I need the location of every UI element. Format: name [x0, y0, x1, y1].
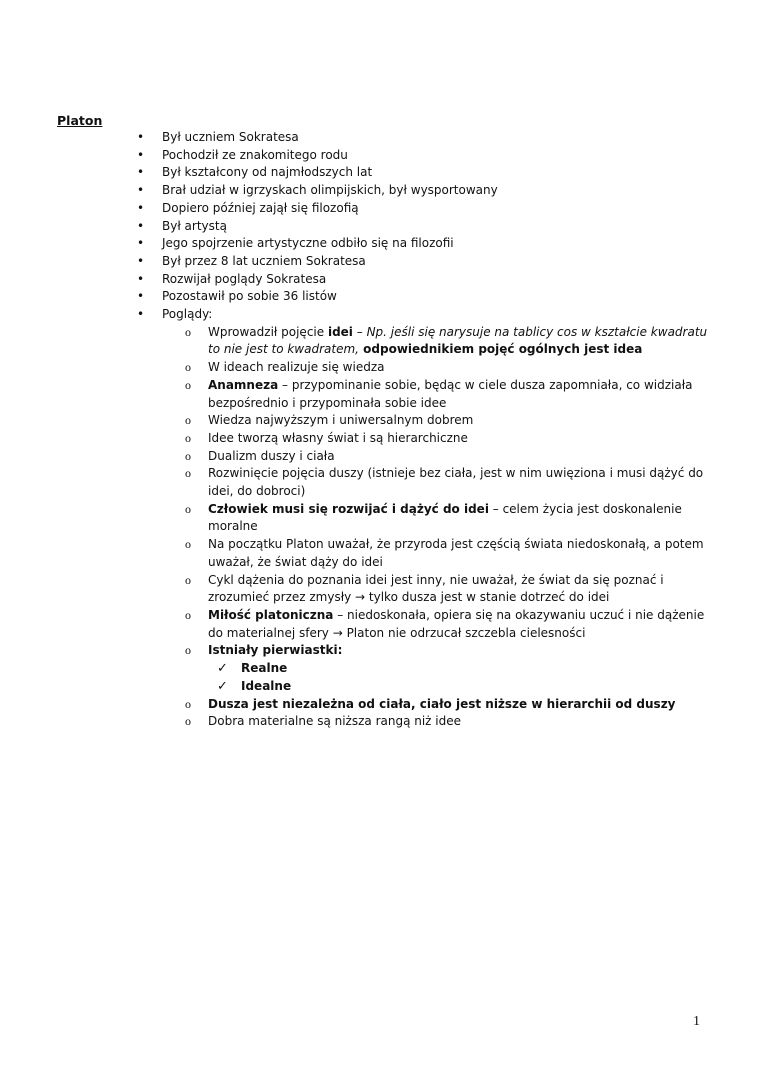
circle-bullet-icon: o — [185, 696, 191, 711]
bullet-icon: • — [137, 183, 145, 198]
view-item: o Wiedza najwyższym i uniwersalnym dobrem — [0, 412, 708, 430]
bullet-icon: • — [137, 200, 145, 215]
list-item: • Pochodził ze znakomitego rodu — [0, 147, 760, 165]
circle-bullet-icon: o — [185, 501, 191, 516]
view-item: o Rozwinięcie pojęcia duszy (istnieje bez ciała, jest w nim uwięziona i musi dążyć do idei, do dobroci) — [185, 466, 704, 499]
list-item: • Był kształcony od najmłodszych lat — [0, 164, 760, 182]
list-item: • Był przez 8 lat uczniem Sokratesa — [0, 253, 760, 271]
check-item: ✓ Realne — [217, 661, 288, 677]
bullet-icon: • — [137, 271, 145, 286]
view-item: o Cykl dążenia do poznania idei jest inny, nie uważał, że świat da się poznać i zrozumieć przez zmysły → tylko dusza jest w stanie dotrzeć do idei — [185, 572, 664, 605]
view-item: o Anamneza – przypominanie sobie, będąc w ciele dusza zapomniała, co widziała bezpośrednio i przypominała sobie idee — [185, 377, 693, 410]
bullet-icon: • — [137, 236, 145, 251]
list-item: • Poglądy: — [0, 306, 760, 324]
view-item: o Idee tworzą własny świat i są hierarchiczne — [0, 430, 708, 448]
checkmark-icon: ✓ — [217, 661, 228, 677]
page-number: 1 — [693, 1014, 700, 1029]
check-item: ✓ Idealne — [217, 678, 292, 694]
list-item: • Był artystą — [0, 218, 760, 236]
checkmark-icon: ✓ — [217, 678, 228, 694]
bullet-icon: • — [137, 165, 145, 180]
bullet-list — [0, 129, 760, 731]
bullet-icon: • — [137, 253, 145, 268]
circle-bullet-icon: o — [185, 714, 191, 729]
circle-bullet-icon: o — [185, 430, 191, 445]
circle-bullet-icon: o — [185, 466, 191, 481]
list-item: • Jego spojrzenie artystyczne odbiło się na filozofii — [0, 235, 760, 253]
circle-bullet-icon: o — [185, 324, 191, 339]
list-item: • Brał udział w igrzyskach olimpijskich, był wysportowany — [0, 182, 760, 200]
view-item: o Istniały pierwiastki: — [0, 642, 708, 660]
circle-bullet-icon: o — [185, 643, 191, 658]
view-item: o Miłość platoniczna – niedoskonała, opiera się na okazywaniu uczuć i nie dążenie do materialnej sfery → Platon nie odrzucał szczebla cielesności — [185, 607, 705, 640]
view-item: o Na początku Platon uważał, że przyroda jest częścią świata niedoskonałą, a potem uważał, że świat dąży do idei — [185, 537, 704, 569]
circle-bullet-icon: o — [185, 572, 191, 587]
list-item: • Pozostawił po sobie 36 listów — [0, 288, 760, 306]
bullet-icon: • — [137, 218, 145, 233]
circle-bullet-icon: o — [185, 448, 191, 463]
page-title: Platon — [57, 113, 103, 128]
circle-bullet-icon: o — [185, 377, 191, 392]
bullet-icon: • — [137, 307, 145, 322]
circle-bullet-icon: o — [185, 607, 191, 622]
circle-bullet-icon: o — [185, 413, 191, 428]
bullet-icon: • — [137, 289, 145, 304]
list-item: • Dopiero później zajął się filozofią — [0, 200, 760, 218]
view-item: o W ideach realizuje się wiedza — [0, 359, 708, 377]
view-item: o Dualizm duszy i ciała — [0, 448, 708, 466]
bullet-icon: • — [137, 130, 145, 144]
view-item: o Dusza jest niezależna od ciała, ciało jest niższe w hierarchii od duszy — [0, 696, 708, 714]
list-item: • Był uczniem Sokratesa — [0, 129, 760, 147]
view-item: o Wprowadził pojęcie idei – Np. jeśli się narysuje na tablicy cos w kształcie kwadratu to nie jest to kwadratem, odpowiednikiem pojęć ogólnych jest idea — [185, 324, 708, 357]
circle-bullet-icon: o — [185, 537, 191, 552]
circle-bullet-icon: o — [185, 360, 191, 375]
list-item: • Rozwijał poglądy Sokratesa — [0, 271, 760, 289]
view-item: o Człowiek musi się rozwijać i dążyć do idei – celem życia jest doskonalenie moralne — [185, 501, 682, 534]
bullet-icon: • — [137, 147, 145, 162]
view-item: o Dobra materialne są niższa rangą niż idee — [0, 713, 708, 731]
